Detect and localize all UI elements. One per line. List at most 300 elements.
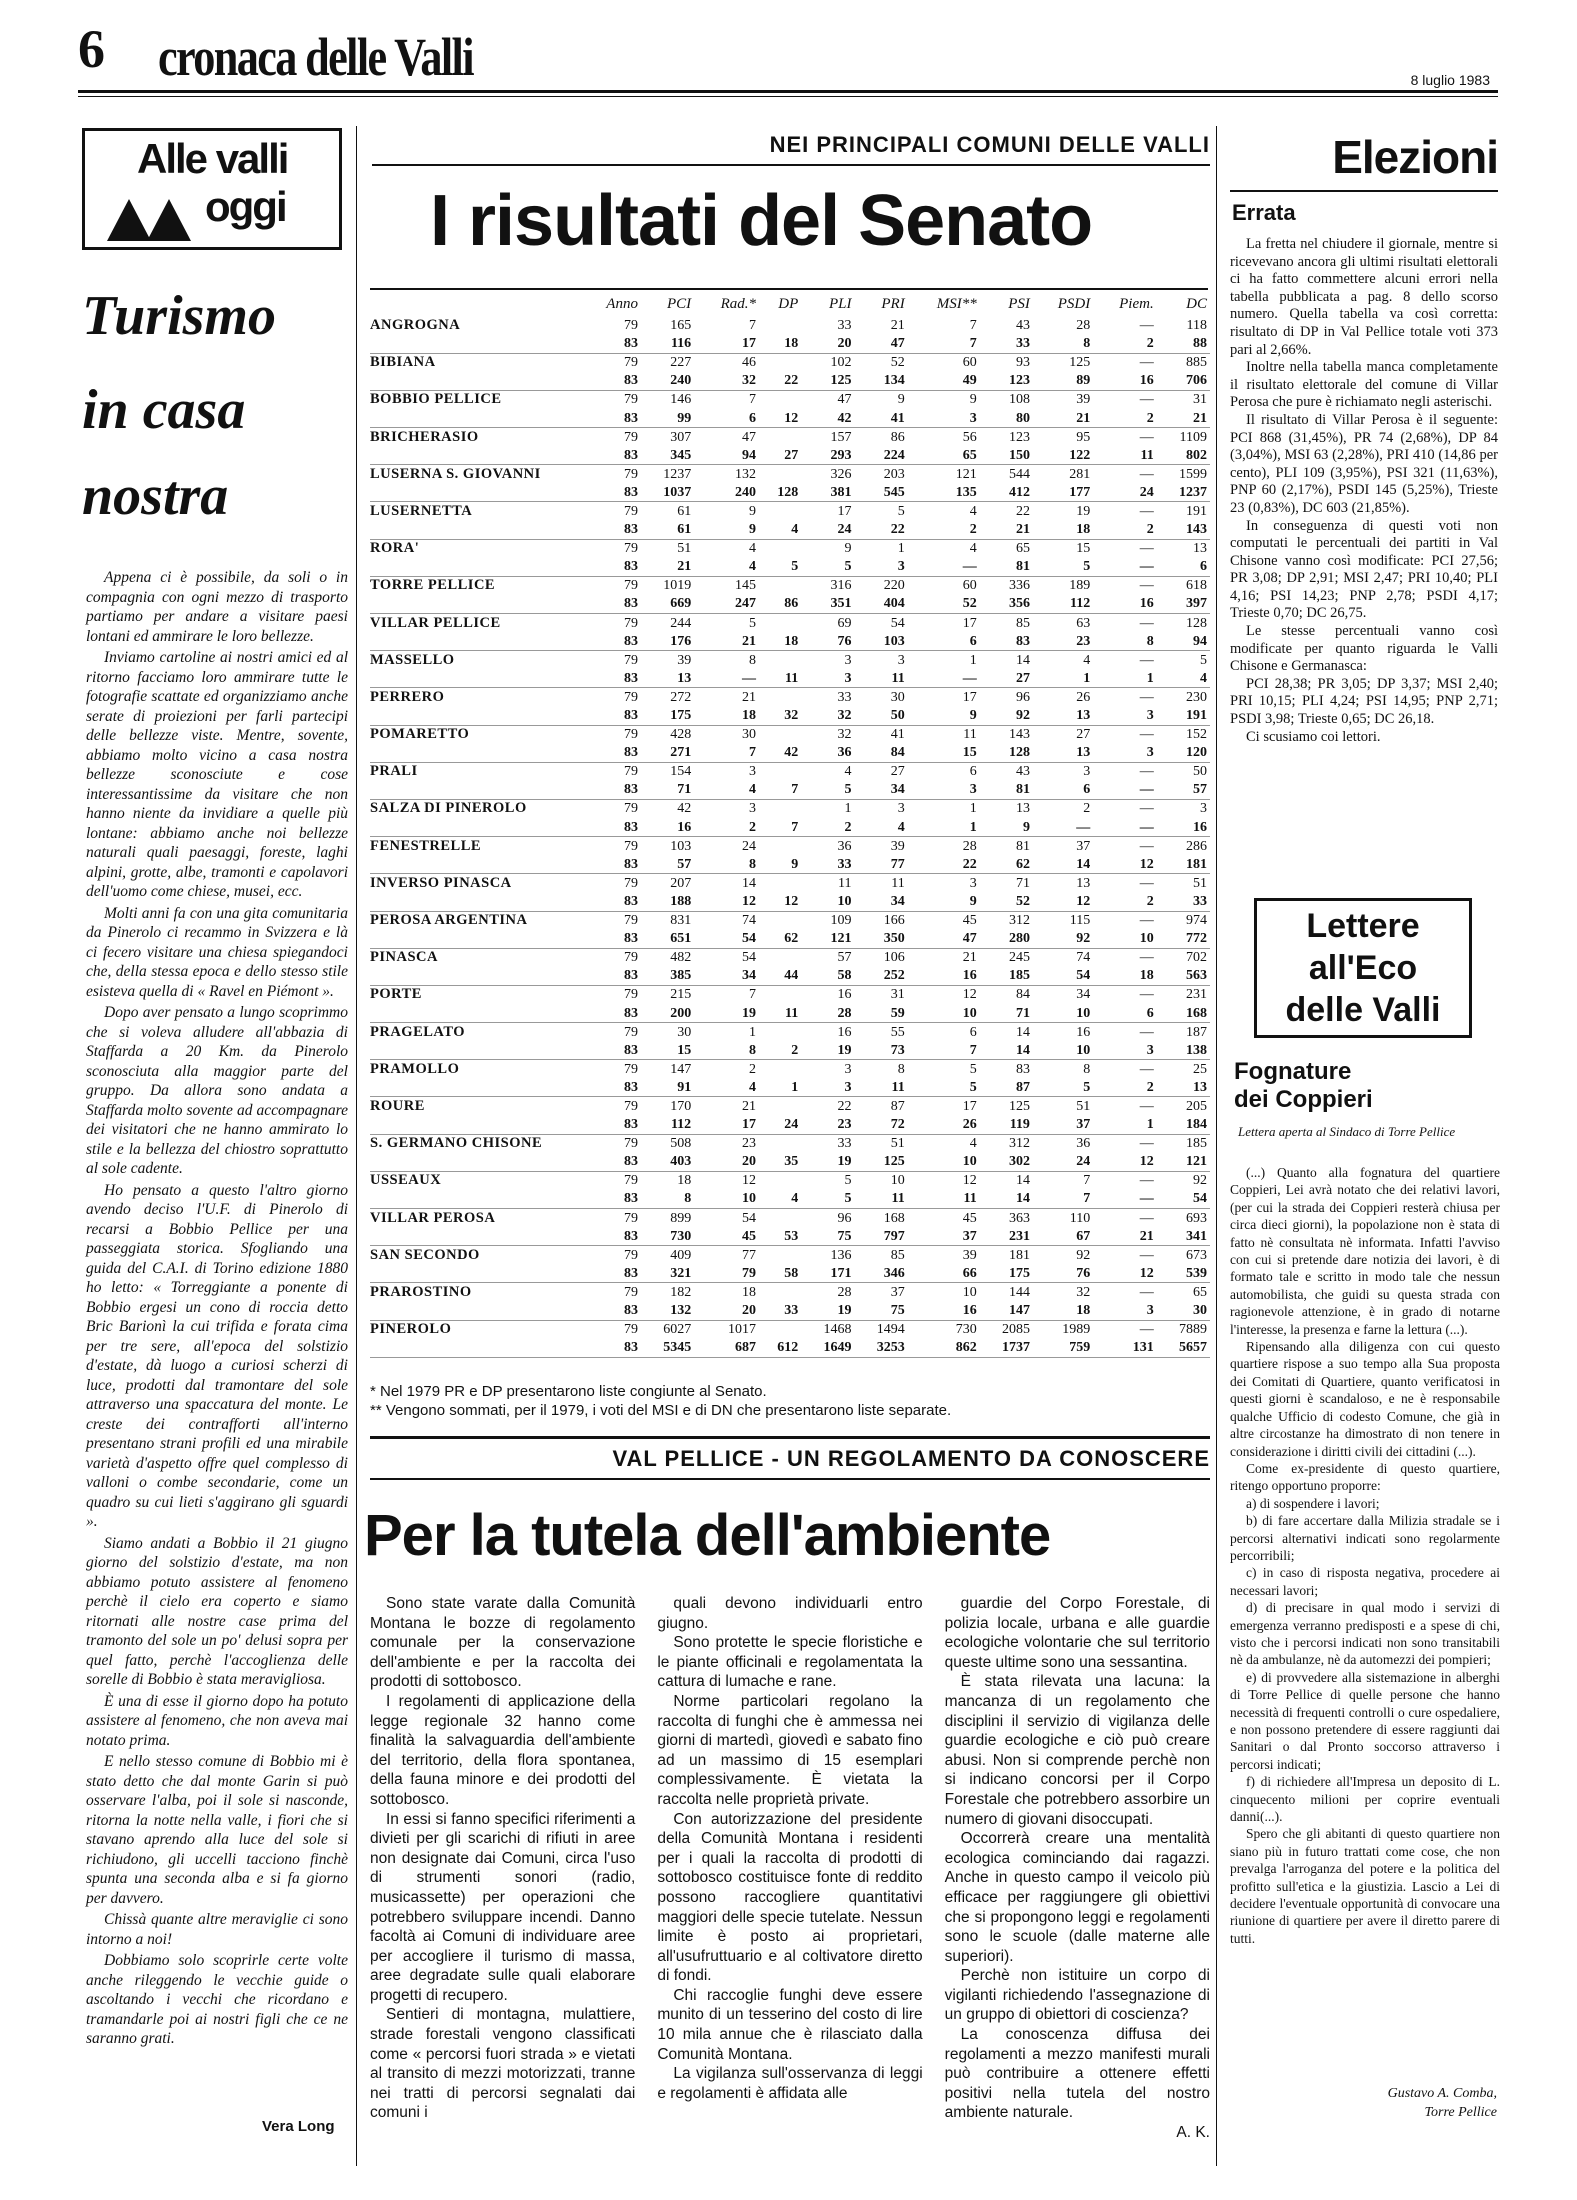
vote-cell: 83 — [582, 1041, 641, 1060]
vote-cell: 5 — [908, 1078, 980, 1097]
vote-cell: 36 — [801, 744, 854, 763]
vote-cell: 13 — [641, 669, 694, 688]
vote-cell: 147 — [670, 1061, 692, 1077]
vote-cell: 187 — [1186, 1024, 1207, 1040]
vote-cell — [759, 539, 801, 558]
comune-name: BOBBIO PELLICE — [370, 391, 502, 408]
vote-cell: 12 — [742, 1173, 757, 1189]
table-row — [370, 1339, 1210, 1358]
table-row — [370, 483, 1210, 502]
vote-cell: 125 — [1008, 1098, 1030, 1114]
vote-cell: 34 — [694, 967, 759, 986]
vote-cell: 79 — [623, 1173, 638, 1189]
vote-cell — [759, 316, 801, 335]
vote-cell: 669 — [641, 595, 694, 614]
vote-cell: 33 — [837, 689, 852, 705]
vote-cell: 61 — [641, 521, 694, 540]
vote-cell: 96 — [1015, 689, 1030, 705]
vote-cell: 91 — [641, 1078, 694, 1097]
vote-cell: 10 — [962, 1284, 977, 1300]
vote-cell: 45 — [962, 1210, 977, 1226]
footnote-2: ** Vengono sommati, per il 1979, i voti del MSI e di DN che presentarono liste separate. — [370, 1402, 952, 1419]
vote-cell: 33 — [837, 1136, 852, 1152]
vote-cell: 12 — [694, 892, 759, 911]
vote-cell: 247 — [694, 595, 759, 614]
vote-cell: 83 — [582, 669, 641, 688]
vote-cell: 83 — [582, 1227, 641, 1246]
vote-cell: 58 — [801, 967, 854, 986]
vote-cell: 18 — [759, 335, 801, 354]
vote-cell: 11 — [1093, 446, 1157, 465]
comune-name: USSEAUX — [370, 1172, 442, 1189]
vote-cell: 122 — [1033, 446, 1093, 465]
vote-cell: 5 — [1033, 558, 1093, 577]
vote-cell: — — [1139, 801, 1154, 817]
vote-cell: 79 — [694, 1264, 759, 1283]
vote-cell: 51 — [1193, 875, 1207, 891]
vote-cell: 128 — [759, 483, 801, 502]
vote-cell: 3 — [801, 669, 854, 688]
paragraph: Perchè non istituire un corpo di vigilanti richiedendo l'assegnazione di un gruppo di obiettori di coscienza? — [944, 1967, 1210, 2024]
table-row — [370, 558, 1210, 577]
vote-cell: 2 — [908, 521, 980, 540]
vote-cell: 128 — [980, 744, 1033, 763]
vote-cell: 5 — [801, 1190, 854, 1209]
vote-cell: 191 — [1157, 706, 1210, 725]
vote-cell: 9 — [908, 706, 980, 725]
vote-cell: — — [1139, 541, 1154, 557]
vote-cell: 22 — [837, 1098, 852, 1114]
vote-cell: 85 — [890, 1247, 905, 1263]
vote-cell: 87 — [980, 1078, 1033, 1097]
vote-cell: 17 — [962, 615, 977, 631]
vote-cell: 146 — [670, 392, 692, 408]
vote-cell: — — [1139, 1322, 1154, 1338]
vote-cell: 245 — [1008, 950, 1030, 966]
vote-cell: 7889 — [1179, 1322, 1207, 1338]
vote-cell: 8 — [749, 652, 757, 668]
vote-cell: 26 — [908, 1116, 980, 1135]
vote-cell: — — [1139, 1284, 1154, 1300]
masthead-rule-thin — [78, 96, 1498, 97]
table-row — [370, 948, 1210, 967]
vote-cell: 157 — [830, 429, 852, 445]
comune-name: PORTE — [370, 986, 422, 1003]
vote-cell — [759, 1209, 801, 1228]
fognature-title-2: dei Coppieri — [1234, 1086, 1373, 1113]
vote-cell: 22 — [759, 372, 801, 391]
vote-cell: 34 — [855, 892, 908, 911]
column-header: PRI — [881, 295, 905, 312]
headline-line-2: in casa — [82, 379, 246, 441]
vote-cell: 508 — [670, 1136, 692, 1152]
vote-cell: 83 — [582, 1153, 641, 1172]
vote-cell: 79 — [623, 1061, 638, 1077]
vote-cell: 33 — [801, 855, 854, 874]
vote-cell: 41 — [890, 727, 905, 743]
vote-cell: 49 — [908, 372, 980, 391]
vote-cell: 651 — [641, 930, 694, 949]
paragraph: Chissà quante altre meraviglie ci sono intorno a noi! — [86, 1911, 348, 1948]
fognature-letter-body — [1230, 1164, 1500, 1947]
vote-cell: 759 — [1033, 1339, 1093, 1358]
vote-cell: — — [1139, 875, 1154, 891]
vote-cell: 4 — [694, 1078, 759, 1097]
table-row — [370, 1246, 1210, 1265]
vote-cell: 302 — [980, 1153, 1033, 1172]
vote-cell: 13 — [1033, 744, 1093, 763]
vote-cell: 47 — [837, 392, 852, 408]
vote-cell: 75 — [855, 1301, 908, 1320]
vote-cell: 545 — [855, 483, 908, 502]
vote-cell: — — [1139, 429, 1154, 445]
vote-cell: 79 — [623, 1284, 638, 1300]
vote-cell: 5 — [897, 503, 905, 519]
vote-cell: 28 — [801, 1004, 854, 1023]
vote-cell: 9 — [908, 892, 980, 911]
vote-cell: 974 — [1186, 913, 1207, 929]
vote-cell: 79 — [623, 1136, 638, 1152]
vote-cell: 899 — [670, 1210, 692, 1226]
comune-name — [370, 967, 582, 986]
vote-cell: 83 — [582, 1264, 641, 1283]
table-row — [370, 1078, 1210, 1097]
vote-cell: 43 — [1015, 764, 1030, 780]
vote-cell: 45 — [694, 1227, 759, 1246]
signature-place: Torre Pellice — [1424, 2105, 1497, 2120]
vote-cell: 21 — [1093, 1227, 1157, 1246]
vote-cell — [759, 465, 801, 484]
vote-cell: 11 — [759, 669, 801, 688]
vote-cell: 3 — [1083, 764, 1091, 780]
vote-cell: 79 — [623, 392, 638, 408]
ambiente-kicker: VAL PELLICE - UN REGOLAMENTO DA CONOSCERE — [612, 1446, 1210, 1471]
vote-cell: 2 — [1093, 335, 1157, 354]
comune-name: SALZA DI PINEROLO — [370, 800, 527, 817]
vote-cell: 3 — [855, 558, 908, 577]
comune-name — [370, 335, 582, 354]
vote-cell: 18 — [742, 1284, 757, 1300]
vote-cell: 79 — [623, 652, 638, 668]
vote-cell: 191 — [1186, 503, 1207, 519]
vote-cell: 1 — [749, 1024, 757, 1040]
column-divider — [356, 126, 357, 2166]
vote-cell — [759, 614, 801, 633]
comune-name: ANGROGNA — [370, 316, 461, 333]
table-row — [370, 930, 1210, 949]
paragraph: b) di fare accertare dalla Milizia stradale se i percorsi alternativi indicati sono regolarmente percorribili; — [1230, 1513, 1500, 1563]
paragraph: La vigilanza sull'osservanza di leggi e regolamenti è affidata alle — [657, 2065, 923, 2102]
vote-cell: 205 — [1186, 1098, 1207, 1114]
vote-cell: 23 — [1033, 632, 1093, 651]
table-row — [370, 316, 1210, 335]
table-row — [370, 1004, 1210, 1023]
comune-name: MASSELLO — [370, 651, 455, 668]
comune-name — [370, 1041, 582, 1060]
vote-cell: 86 — [759, 595, 801, 614]
table-row — [370, 892, 1210, 911]
vote-cell: 71 — [980, 1004, 1033, 1023]
vote-cell: 5 — [801, 781, 854, 800]
vote-cell: 351 — [801, 595, 854, 614]
vote-cell: 21 — [641, 558, 694, 577]
table-row — [370, 446, 1210, 465]
vote-cell: 69 — [837, 615, 852, 631]
vote-cell: 312 — [1008, 1136, 1030, 1152]
vote-cell: 132 — [641, 1301, 694, 1320]
vote-cell: 8 — [694, 1041, 759, 1060]
vote-cell: 271 — [641, 744, 694, 763]
vote-cell: 79 — [623, 317, 638, 333]
vote-cell: 177 — [1033, 483, 1093, 502]
vote-cell: 21 — [1033, 409, 1093, 428]
vote-cell: — — [1139, 689, 1154, 705]
vote-cell: 397 — [1157, 595, 1210, 614]
vote-cell: 92 — [1033, 930, 1093, 949]
comune-name: PERRERO — [370, 688, 445, 705]
paragraph: La conoscenza diffusa dei regolamenti a mezzo manifesti murali può contribuire a ottenere effetti positivi nella tutela del nostro ambiente naturale. — [944, 2026, 1210, 2122]
paragraph: È una di esse il giorno dopo ha potuto assistere al fenomeno, che non aveva mai notato prima. — [86, 1692, 348, 1749]
vote-cell: 22 — [1015, 503, 1030, 519]
comune-name: BRICHERASIO — [370, 428, 479, 445]
vote-cell: 1 — [969, 801, 977, 817]
vote-cell — [759, 1246, 801, 1265]
vote-cell: 85 — [1015, 615, 1030, 631]
vote-cell: 55 — [890, 1024, 905, 1040]
vote-cell: — — [1139, 727, 1154, 743]
comune-name — [370, 1153, 582, 1172]
vote-cell: 54 — [1033, 967, 1093, 986]
vote-cell: 125 — [855, 1153, 908, 1172]
vote-cell: 326 — [830, 466, 852, 482]
vote-cell: — — [1139, 652, 1154, 668]
vote-cell: — — [694, 669, 759, 688]
column-header: PSDI — [1057, 295, 1091, 312]
vote-cell: 13 — [1015, 801, 1030, 817]
paragraph: Spero che gli abitanti di questo quartiere non siano più in futuro trattati come cose, che non prevalga l'arroganza del potere e la politica del profitto sull'etica e la giustizia. Lascio a Lei di decidere l'eventuale opportunità di convocare una riunione di quartiere per avere il diretto parere di tutti. — [1230, 1826, 1500, 1946]
vote-cell: 84 — [855, 744, 908, 763]
vote-cell: 83 — [582, 558, 641, 577]
vote-cell: 95 — [1076, 429, 1091, 445]
vote-cell: 108 — [1008, 392, 1030, 408]
paragraph: Dobbiamo solo scoprirle certe volte anche rileggendo le vecchie guide o ascoltando i vecchi che ricordano e tramandarle poi ai nostri figli che ce ne saranno grati. — [86, 1952, 348, 2047]
vote-cell: 19 — [694, 1004, 759, 1023]
vote-cell: 482 — [670, 950, 692, 966]
vote-cell: 230 — [1186, 689, 1207, 705]
vote-cell: 21 — [742, 689, 757, 705]
vote-cell: 5657 — [1157, 1339, 1210, 1358]
vote-cell — [759, 1134, 801, 1153]
comune-name: POMARETTO — [370, 726, 470, 743]
table-row — [370, 1097, 1210, 1116]
comune-name: BIBIANA — [370, 354, 436, 371]
paragraph: (...) Quanto alla fognatura del quartiere Coppieri, Lei avrà notato che dei relativi lavori, (per cui la strada dei Coppieri resterà chiusa per circa dieci giorni), la popolazione non è stata di fatto nè consultata nè informata. Infatti l'avviso con cui si pretende dare notizia dei lavori, è di formato tale e scritto in modo tale che nessun automobilista, che guidi su questa strada con ragionevole attenzione, è in grado di notarne l'interesse, la presenza e farne la lettura (...). — [1230, 1165, 1500, 1337]
vote-cell — [759, 502, 801, 521]
comune-name — [370, 1004, 582, 1023]
column-header: DP — [778, 295, 799, 312]
vote-cell: 26 — [1076, 689, 1091, 705]
vote-cell: 797 — [855, 1227, 908, 1246]
vote-cell: 1037 — [641, 483, 694, 502]
vote-cell: 1019 — [663, 578, 692, 594]
vote-cell: 356 — [980, 595, 1033, 614]
vote-cell: 9 — [980, 818, 1033, 837]
vote-cell: 7 — [749, 317, 757, 333]
vote-cell: 103 — [670, 838, 692, 854]
vote-cell: 83 — [582, 409, 641, 428]
vote-cell: 885 — [1186, 355, 1207, 371]
vote-cell: 11 — [963, 727, 977, 743]
vote-cell: 14 — [980, 1190, 1033, 1209]
vote-cell: 10 — [1093, 930, 1157, 949]
vote-cell: 428 — [670, 727, 692, 743]
vote-cell: 21 — [742, 1098, 757, 1114]
vote-cell — [759, 1283, 801, 1302]
vote-cell: 539 — [1157, 1264, 1210, 1283]
comune-name: SAN SECONDO — [370, 1246, 480, 1263]
vote-cell: 77 — [855, 855, 908, 874]
vote-cell: 34 — [855, 781, 908, 800]
vote-cell: 115 — [1069, 913, 1091, 929]
vote-cell: 65 — [908, 446, 980, 465]
vote-cell: 33 — [980, 335, 1033, 354]
article-column-1 — [370, 1594, 635, 2143]
vote-cell: 286 — [1186, 838, 1207, 854]
vote-cell: 346 — [855, 1264, 908, 1283]
vote-cell — [759, 874, 801, 893]
vote-cell: 189 — [1069, 578, 1091, 594]
vote-cell: 50 — [1193, 764, 1207, 780]
vote-cell: 54 — [742, 1210, 757, 1226]
vote-cell: 3 — [897, 652, 905, 668]
comune-name — [370, 521, 582, 540]
vote-cell: — — [908, 558, 980, 577]
vote-cell: 83 — [582, 632, 641, 651]
vote-cell: 244 — [670, 615, 692, 631]
vote-cell: 33 — [759, 1301, 801, 1320]
vote-cell — [759, 1023, 801, 1042]
vote-cell: 293 — [801, 446, 854, 465]
vote-cell: 4 — [749, 541, 757, 557]
vote-cell: 35 — [759, 1153, 801, 1172]
paragraph: Sentieri di montagna, mulattiere, strade forestali vengono classificati come « percorsi fuori strada » e vietati al transito di mezzi motorizzati, tranne nei tratti di percorsi segnalati dai comuni i — [370, 2006, 636, 2122]
vote-cell: 31 — [1193, 392, 1207, 408]
vote-cell: 3 — [844, 1061, 852, 1077]
fognature-headline — [1234, 1058, 1373, 1114]
article-column-2 — [657, 1594, 922, 2143]
vote-cell: 25 — [1193, 1061, 1207, 1077]
vote-cell: 21 — [890, 317, 905, 333]
vote-cell — [759, 1171, 801, 1190]
vote-cell: 563 — [1157, 967, 1210, 986]
lettere-box — [1254, 898, 1472, 1038]
vote-cell: 96 — [837, 1210, 852, 1226]
vote-cell: 5 — [969, 1061, 977, 1077]
vote-cell: 33 — [1157, 892, 1210, 911]
vote-cell: — — [1139, 1136, 1154, 1152]
comune-name — [370, 706, 582, 725]
senate-results-table — [370, 294, 1210, 1358]
logo-line-1: Alle valli — [137, 135, 288, 182]
paragraph: Ci scusiamo coi lettori. — [1246, 728, 1381, 745]
vote-cell: 693 — [1186, 1210, 1207, 1226]
vote-cell: 12 — [962, 1173, 977, 1189]
column-divider — [1216, 126, 1217, 2166]
table-row — [370, 1153, 1210, 1172]
column-header: PLI — [829, 295, 852, 312]
paragraph: Norme particolari regolano la raccolta di funghi che è ammessa nei giorni di martedì, giovedì e sabato fino ad un massimo di 15 esemplari complessivamente. È vietata la raccolta nelle proprietà private. — [657, 1692, 923, 1808]
vote-cell: 92 — [1193, 1173, 1207, 1189]
column-header: DC — [1186, 295, 1207, 312]
comune-name: PRALI — [370, 763, 418, 780]
vote-cell: 138 — [1157, 1041, 1210, 1060]
vote-cell: 1 — [1093, 1116, 1157, 1135]
vote-cell: 79 — [623, 578, 638, 594]
vote-cell: 79 — [623, 913, 638, 929]
vote-cell: 144 — [1008, 1284, 1030, 1300]
vote-cell: 58 — [759, 1264, 801, 1283]
kicker-rule — [372, 164, 1210, 166]
vote-cell: 30 — [742, 727, 757, 743]
table-row — [370, 1134, 1210, 1153]
vote-cell: 176 — [641, 632, 694, 651]
comune-name: PEROSA ARGENTINA — [370, 912, 528, 929]
vote-cell: — — [1139, 355, 1154, 371]
vote-cell: 1494 — [876, 1322, 905, 1338]
vote-cell: 83 — [582, 521, 641, 540]
vote-cell: 83 — [582, 1301, 641, 1320]
vote-cell: 175 — [980, 1264, 1033, 1283]
vote-cell: 152 — [1186, 727, 1207, 743]
comune-name — [370, 781, 582, 800]
vote-cell — [759, 390, 801, 409]
vote-cell: 94 — [694, 446, 759, 465]
paragraph: Inoltre nella tabella manca completamente il risultato elettorale del comune di Villar Perosa che pure è richiamato negli asterischi. — [1230, 359, 1498, 411]
vote-cell: 9 — [844, 541, 852, 557]
vote-cell: 13 — [1157, 1078, 1210, 1097]
vote-cell: 87 — [890, 1098, 905, 1114]
vote-cell — [759, 837, 801, 856]
vote-cell: 21 — [980, 521, 1033, 540]
vote-cell: 79 — [623, 355, 638, 371]
column-header: PSI — [1008, 295, 1030, 312]
vote-cell: 71 — [641, 781, 694, 800]
paragraph: Occorrerà creare una mentalità ecologica cominciando dai ragazzi. Anche in questo campo il veicolo più efficace per raggiungere gli obiettivi che si propongono leggi e regolamenti sono le scuole (dalle materne alle superiori). — [944, 1830, 1210, 1965]
vote-cell: 8 — [897, 1061, 905, 1077]
vote-cell: 231 — [980, 1227, 1033, 1246]
table-row — [370, 837, 1210, 856]
table-row — [370, 576, 1210, 595]
vote-cell: 74 — [1076, 950, 1091, 966]
vote-cell: 77 — [742, 1247, 757, 1263]
table-row — [370, 799, 1210, 818]
vote-cell: 39 — [677, 652, 692, 668]
vote-cell: 1237 — [663, 466, 692, 482]
vote-cell: 37 — [1076, 838, 1091, 854]
vote-cell: 1 — [844, 801, 852, 817]
vote-cell — [759, 799, 801, 818]
vote-cell: 4 — [969, 541, 977, 557]
vote-cell: 5 — [801, 558, 854, 577]
paragraph: Ho pensato a questo l'altro giorno avendo deciso l'U.F. di Pinerolo di recarsi a Bobbio Pellice per una passeggiata storica. Sfogliando una guida del C.A.I. di Torino edizione 1880 ho letto: « Torreggiante a ponente di Bobbio ergesi un cono di roccia detto Bric Barionì la cui trifida e forata cima per tre sere, all'epoca del solstizio d'estate, dà luogo a curiosi scherzi di luce, prodotti dal tramontare del sole attraverso una spaccatura del monte. Le creste dei contrafforti all'interno presentano strani profili ed una mirabile varietà d'aspetto offre quel complesso di valloni o combe secondarie, come un quadro su cui lieti s'aggirano gli sguardi ». — [86, 1181, 348, 1530]
vote-cell: 131 — [1093, 1339, 1157, 1358]
vote-cell: 18 — [677, 1173, 692, 1189]
vote-cell: 120 — [1157, 744, 1210, 763]
table-row — [370, 1060, 1210, 1079]
paragraph: guardie del Corpo Forestale, di polizia locale, urbana e alle guardie ecologiche volontarie che sul territorio queste ultime sono una sessantina. — [944, 1595, 1210, 1671]
vote-cell: 83 — [582, 706, 641, 725]
vote-cell: 7 — [908, 335, 980, 354]
